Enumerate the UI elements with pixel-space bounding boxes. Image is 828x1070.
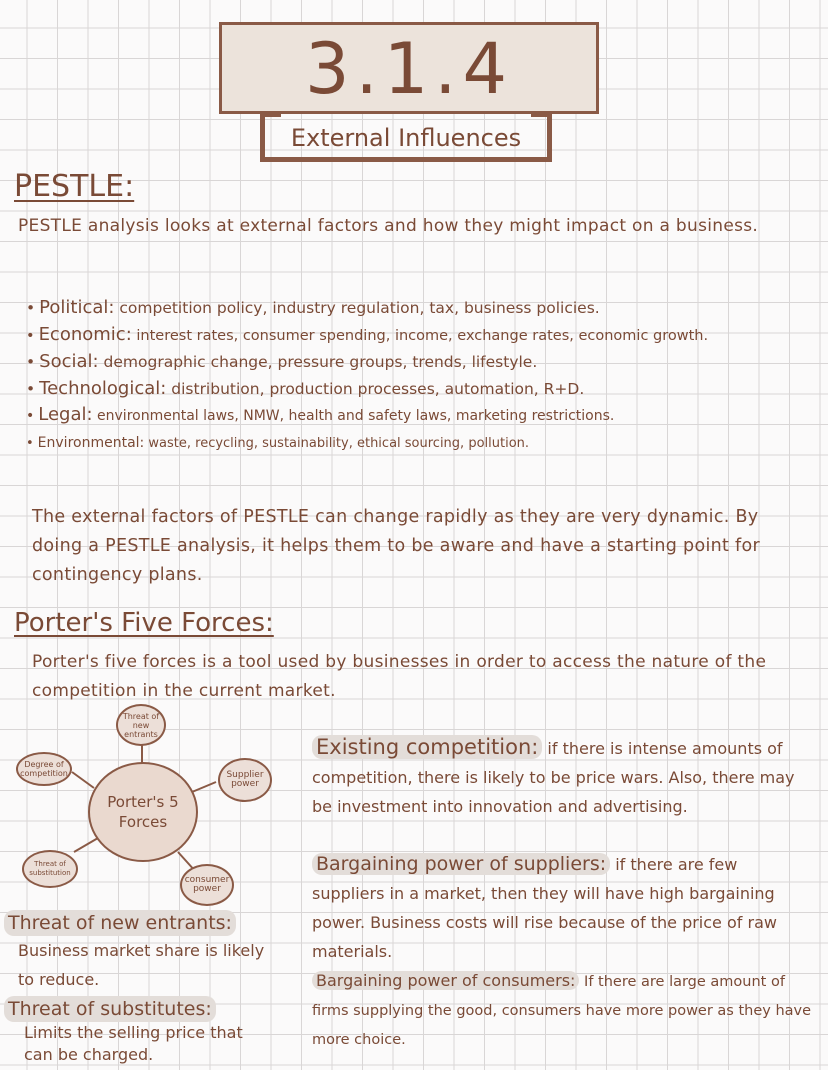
new-entrants-term: Threat of new entrants: [4, 910, 236, 936]
existing-competition-text: if there is intense amounts of competition, there is likely to be price wars. Also, there may be investment into innovation and advertising. [312, 739, 795, 816]
suppliers-block [312, 850, 812, 966]
existing-competition-block [312, 734, 812, 821]
consumers-text: If there are large amount of firms supplying the good, consumers have more power as they have more choice. [312, 974, 812, 1048]
list-item [26, 349, 826, 376]
node-competition: Degree of competition [16, 752, 72, 786]
item-text: demographic change, pressure groups, trends, lifestyle. [103, 353, 538, 371]
substitutes-term: Threat of substitutes: [4, 996, 216, 1022]
item-key: Political: [39, 297, 115, 318]
node-supplier-power: Supplier power [218, 758, 272, 802]
porter-heading: Porter's Five Forces: [14, 608, 274, 638]
list-item [26, 295, 826, 322]
item-text: competition policy, industry regulation, tax, business policies. [119, 299, 600, 317]
pestle-heading: PESTLE: [14, 169, 135, 204]
pestle-list [26, 295, 826, 457]
porter-intro: Porter's five forces is a tool used by businesses in order to access the nature of the competition in the current market. [32, 652, 767, 701]
pestle-intro: PESTLE analysis looks at external factors and how they might impact on a business. [18, 216, 759, 236]
list-item [26, 376, 826, 403]
item-text: interest rates, consumer spending, income, exchange rates, economic growth. [136, 327, 709, 344]
substitutes-text: Limits the selling price that can be charged. [24, 1023, 243, 1064]
page-title: 3.1.4 [304, 28, 514, 110]
list-item [26, 322, 826, 350]
node-new-entrants: Threat of new entrants [116, 704, 166, 746]
suppliers-term: Bargaining power of suppliers: [312, 853, 610, 875]
consumers-term: Bargaining power of consumers: [312, 971, 579, 990]
new-entrants-block [4, 910, 294, 994]
node-consumer-power: consumer power [180, 864, 234, 906]
item-text: waste, recycling, sustainability, ethical sourcing, pollution. [148, 435, 530, 451]
item-text: environmental laws, NMW, health and safety laws, marketing restrictions. [97, 408, 615, 424]
item-key: Social: [39, 351, 99, 372]
pestle-summary: The external factors of PESTLE can change rapidly as they are very dynamic. By doing a PESTLE analysis, it helps them to be aware and have a starting point for contingency plans. [32, 507, 760, 585]
center-node: Porter's 5 Forces [88, 762, 198, 862]
substitutes-block [4, 996, 294, 1066]
list-item [26, 430, 826, 458]
existing-competition-term: Existing competition: [312, 735, 542, 759]
new-entrants-text: Business market share is likely to reduce. [18, 941, 265, 989]
item-key: Economic: [38, 323, 132, 345]
suppliers-text: if there are few suppliers in a market, then they will have high bargaining power. Business costs will rise because of the price of raw materials. [312, 855, 777, 961]
page-subtitle: External Influences [290, 124, 522, 152]
consumers-block [312, 968, 812, 1055]
item-key: Environmental: [37, 434, 145, 451]
item-key: Legal: [38, 404, 93, 425]
node-substitution: Threat of substitution [22, 850, 78, 888]
item-text: distribution, production processes, automation, R+D. [171, 379, 585, 398]
list-item [26, 402, 826, 430]
porter-diagram [10, 700, 290, 910]
item-key: Technological: [39, 377, 167, 399]
